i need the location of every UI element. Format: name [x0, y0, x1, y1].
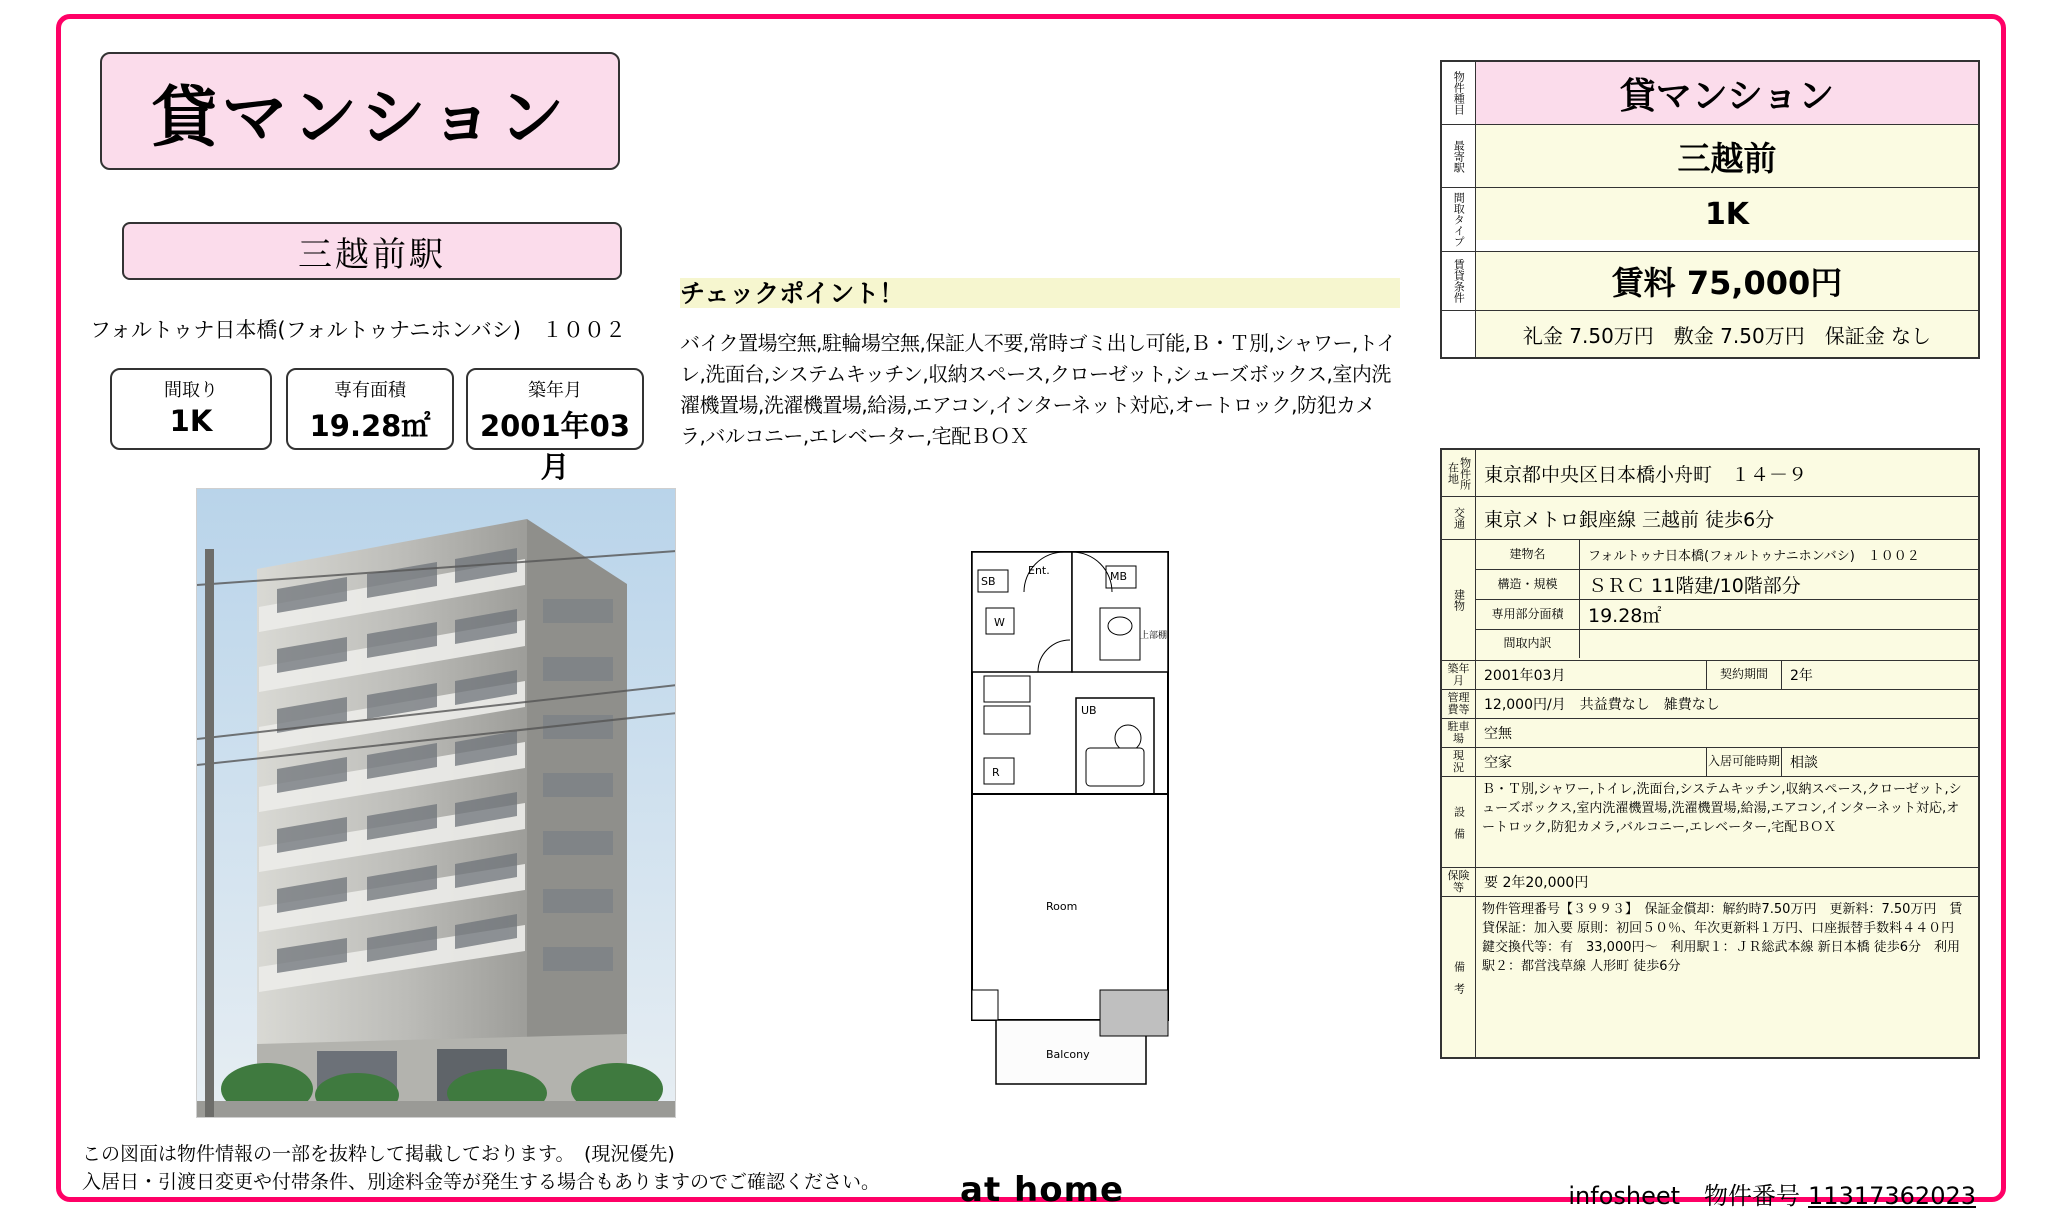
detail-building-name-value: フォルトゥナ日本橋(フォルトゥナニホンバシ) １００２ [1588, 549, 1920, 564]
summary-row-rent-label: 賃貸条件 [1442, 252, 1476, 310]
checkpoint-title [680, 278, 1400, 308]
svg-text:MB: MB [1110, 570, 1128, 583]
fact-layout [110, 368, 272, 450]
detail-row-location [1442, 450, 1978, 497]
svg-text:Ent.: Ent. [1028, 564, 1050, 577]
detail-built-label: 築年月 [1442, 661, 1476, 689]
detail-structure-row [1476, 570, 1978, 600]
svg-text:SB: SB [981, 575, 996, 588]
footer-note-line2: 入居日・引渡日変更や付帯条件、別途料金等が発生する場合もありますのでご確認ください。 [82, 1171, 881, 1193]
summary-row-rent [1442, 252, 1978, 311]
station-title [122, 222, 622, 280]
fact-area-value: 19.28㎡ [309, 409, 431, 443]
fact-layout-value: 1K [169, 404, 213, 438]
summary-row-rent-value: 賃料 75,000円 [1476, 252, 1978, 310]
summary-row-type [1442, 62, 1978, 125]
summary-row-type-label: 物件種目 [1442, 62, 1476, 124]
detail-row-equipment [1442, 777, 1978, 868]
detail-building-subtable [1476, 540, 1978, 660]
detail-location-label: 物件所在地 [1442, 450, 1476, 496]
station-title-text: 三越前駅 [298, 234, 446, 275]
summary-row-station [1442, 125, 1978, 188]
detail-area-row [1476, 600, 1978, 630]
detail-table [1440, 448, 1980, 1059]
detail-equipment-label: 設 備 [1442, 777, 1476, 867]
checkpoint-title-text: チェックポイント！ [680, 279, 905, 308]
detail-remarks-label: 備 考 [1442, 897, 1476, 1057]
fact-built [466, 368, 644, 484]
detail-status-label: 現 況 [1442, 748, 1476, 776]
detail-movein-value: 相談 [1790, 755, 1818, 771]
detail-movein-label: 入居可能時期 [1706, 748, 1782, 776]
athome-logo: at home [960, 1170, 1125, 1210]
detail-area-value: 19.28㎡ [1588, 605, 1662, 627]
detail-built-value: 2001年03月 [1484, 668, 1566, 684]
svg-text:上部棚: 上部棚 [1140, 631, 1168, 641]
detail-parking-label: 駐車場 [1442, 719, 1476, 747]
detail-row-insurance [1442, 868, 1978, 897]
floorplan-drawing [950, 490, 1190, 1110]
infosheet-line [1568, 1176, 1976, 1211]
detail-row-parking [1442, 719, 1978, 748]
summary-row-type-value: 貸マンション [1476, 62, 1978, 124]
summary-row-deposit [1442, 311, 1978, 357]
detail-parking-value: 空無 [1484, 726, 1512, 742]
detail-remarks-value: 物件管理番号【３９９３】 保証金償却：解約時7.50万円 更新料：7.50万円 賃貸保証：加入要 原則：初回５０％、年次更新料１万円、口座振替手数料４４０円 鍵交換代等：有 33,000円～ 利用駅１：ＪＲ総武本線 新日本橋 徒歩6分 利用駅２：都営浅草線 人形町 徒歩6分 [1482, 902, 1968, 974]
detail-structure-label: 構造・規模 [1476, 570, 1580, 599]
detail-insurance-label: 保険等 [1442, 868, 1476, 896]
detail-mgmt-label: 管理費等 [1442, 690, 1476, 718]
summary-table [1440, 60, 1980, 359]
detail-equipment-value: Ｂ・Ｔ別,シャワー,トイレ,洗面台,システムキッチン,収納スペース,クローゼット,シューズボックス,室内洗濯機置場,洗濯機置場,給湯,エアコン,インターネット対応,オートロック,防犯カメラ,バルコニー,エレベーター,宅配ＢＯＸ [1482, 782, 1962, 835]
detail-layout-detail-value [1580, 630, 1978, 658]
summary-row-layout-label: 間取タイプ [1442, 188, 1476, 251]
fact-area-label: 専有面積 [334, 380, 406, 401]
infosheet-label: infosheet 物件番号 [1568, 1182, 1801, 1210]
detail-area-label: 専用部分面積 [1476, 600, 1580, 629]
summary-row-layout [1442, 188, 1978, 252]
detail-row-built [1442, 661, 1978, 690]
detail-row-access [1442, 497, 1978, 540]
svg-text:W: W [994, 616, 1005, 629]
summary-row-deposit-label [1442, 311, 1476, 357]
svg-text:R: R [992, 766, 1000, 779]
detail-access-value: 東京メトロ銀座線 三越前 徒歩6分 [1484, 508, 1775, 531]
summary-row-station-value: 三越前 [1476, 125, 1978, 187]
fact-area [286, 368, 454, 450]
detail-building-name-label: 建物名 [1476, 540, 1580, 569]
detail-contract-label: 契約期間 [1706, 661, 1782, 689]
building-name: フォルトゥナ日本橋(フォルトゥナニホンバシ) １００２ [90, 318, 626, 342]
detail-row-mgmt [1442, 690, 1978, 719]
fact-layout-label: 間取り [164, 380, 218, 401]
detail-row-status [1442, 748, 1978, 777]
svg-text:UB: UB [1081, 704, 1097, 717]
detail-layout-detail-label: 間取内訳 [1476, 630, 1580, 658]
svg-text:Balcony: Balcony [1046, 1048, 1090, 1061]
footer-note-line1: この図面は物件情報の一部を抜粋して掲載しております。 (現況優先) [82, 1143, 675, 1165]
property-type-title [100, 52, 620, 170]
checkpoint-body: バイク置場空無,駐輪場空無,保証人不要,常時ゴミ出し可能,Ｂ・Ｔ別,シャワー,トイレ,洗面台,システムキッチン,収納スペース,クローゼット,シューズボックス,室内洗濯機置場,洗濯機置場,給湯,エアコン,インターネット対応,オートロック,防犯カメラ,バルコニー,エレベーター,宅配ＢＯＸ [680, 331, 1396, 448]
detail-building-name-row [1476, 540, 1978, 570]
detail-location-value: 東京都中央区日本橋小舟町 １４－９ [1484, 463, 1808, 486]
summary-row-deposit-value: 礼金 7.50万円 敷金 7.50万円 保証金 なし [1476, 311, 1978, 357]
floorplan [950, 490, 1190, 1110]
detail-layout-detail-row [1476, 630, 1978, 658]
detail-row-remarks [1442, 897, 1978, 1057]
svg-text:Room: Room [1046, 900, 1078, 913]
detail-contract-value: 2年 [1790, 668, 1813, 684]
infosheet-number: 11317362023 [1808, 1182, 1976, 1210]
building-photo-image [197, 489, 676, 1118]
detail-mgmt-value: 12,000円/月 共益費なし 雑費なし [1484, 697, 1720, 713]
fact-built-label: 築年月 [528, 380, 582, 401]
building-photo [196, 488, 676, 1118]
fact-built-value: 2001年03月 [479, 409, 631, 484]
detail-building-label: 建物 [1442, 540, 1476, 660]
detail-row-building [1442, 540, 1978, 661]
detail-access-label: 交通 [1442, 497, 1476, 539]
summary-row-station-label: 最寄駅 [1442, 125, 1476, 187]
detail-structure-value: ＳＲＣ 11階建/10階部分 [1588, 575, 1801, 597]
property-type-title-text: 貸マンション [151, 78, 569, 156]
detail-status-value: 空家 [1484, 755, 1512, 771]
detail-insurance-value: 要 2年20,000円 [1484, 875, 1589, 891]
summary-row-layout-value: 1K [1476, 188, 1978, 240]
